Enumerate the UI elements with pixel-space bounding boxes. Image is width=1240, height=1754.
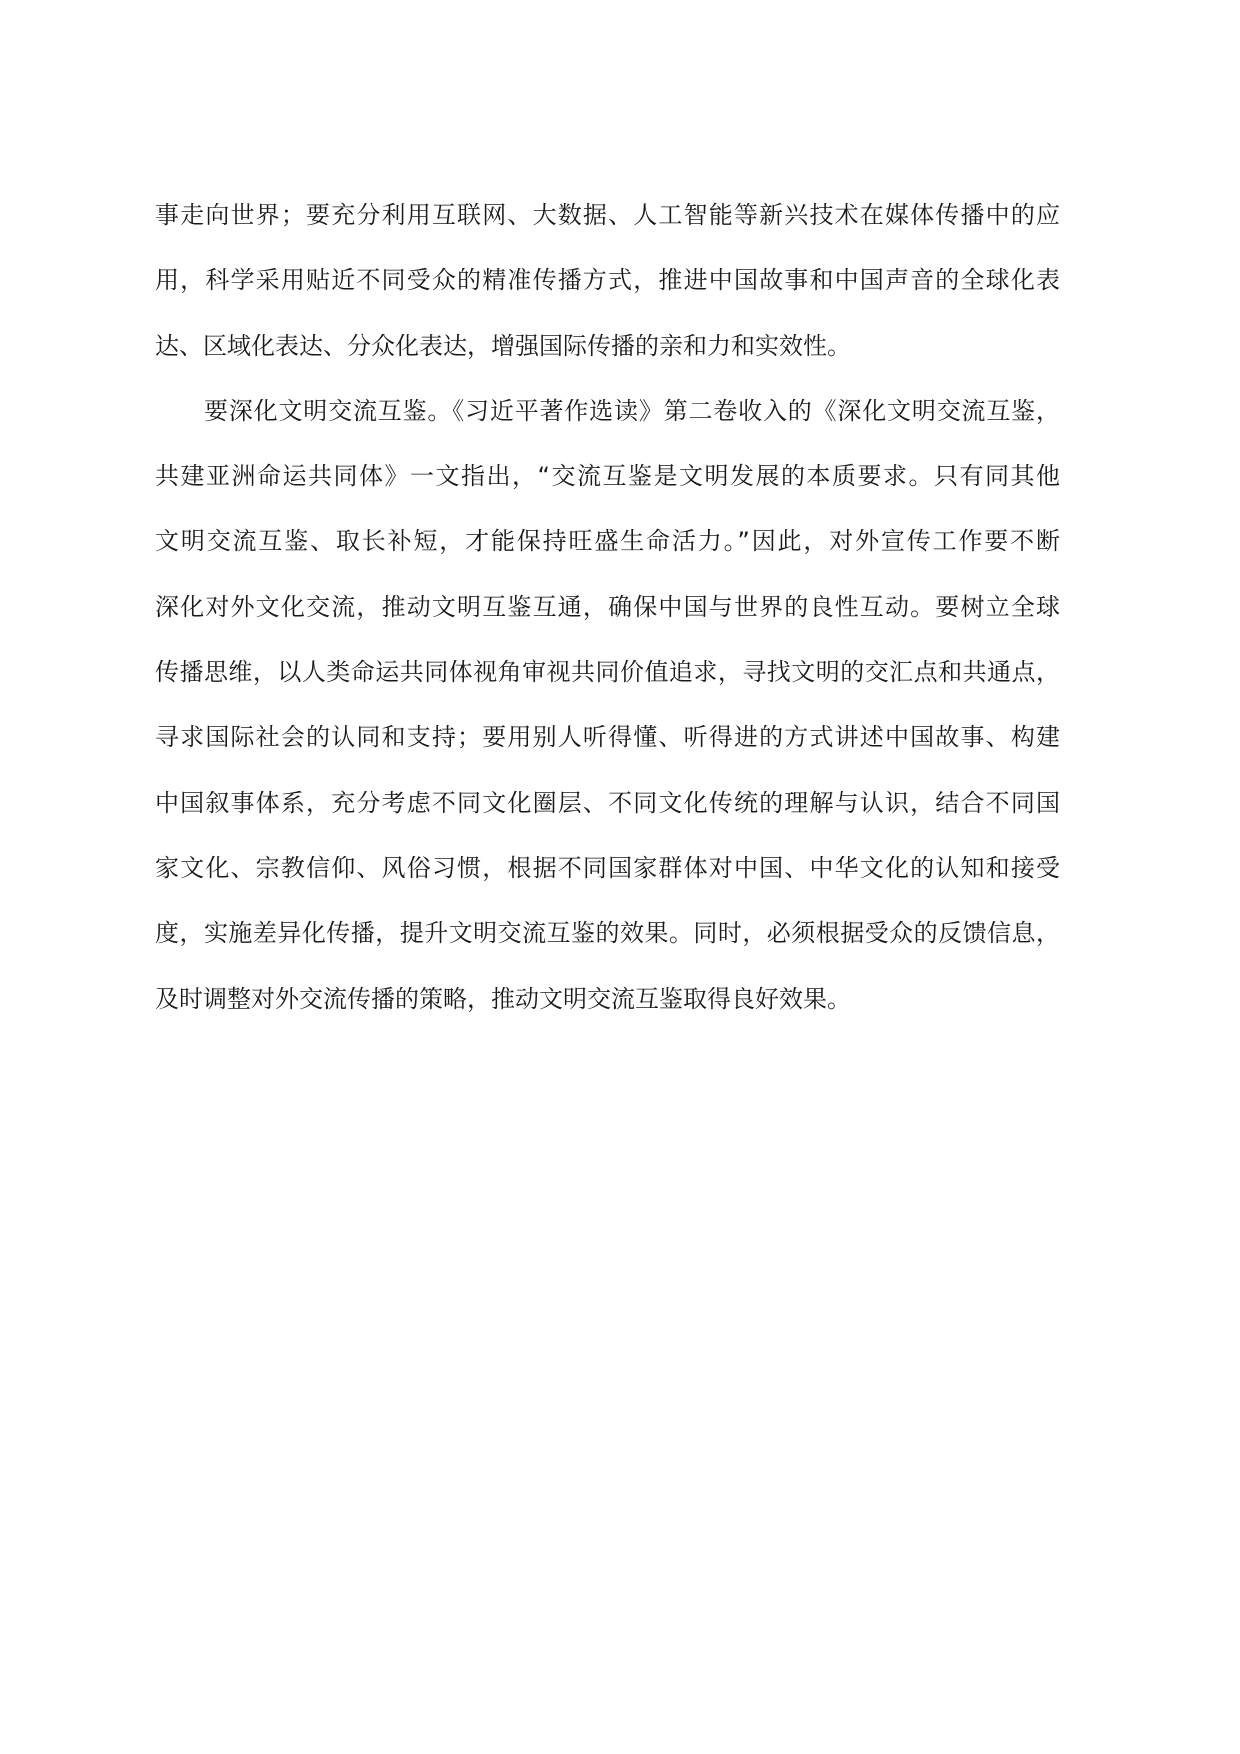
text-line: 文明交流互鉴、取长补短，才能保持旺盛生命活力。”因此，对外宣传工作要不断 — [155, 527, 1060, 556]
text-line: 深化对外文化交流，推动文明互鉴互通，确保中国与世界的良性互动。要树立全球 — [155, 592, 1060, 621]
text-line: 传播思维，以人类命运共同体视角审视共同价值追求，寻找文明的交汇点和共通点， — [155, 658, 1060, 687]
text-line: 度，实施差异化传播，提升文明交流互鉴的效果。同时，必须根据受众的反馈信息， — [155, 919, 1060, 948]
text-line: 用，科学采用贴近不同受众的精准传播方式，推进中国故事和中国声音的全球化表 — [155, 266, 1060, 295]
text-line: 及时调整对外交流传播的策略，推动文明交流互鉴取得良好效果。 — [155, 984, 851, 1013]
text-line: 事走向世界；要充分利用互联网、大数据、人工智能等新兴技术在媒体传播中的应 — [155, 201, 1060, 229]
text-line: 达、区域化表达、分众化表达，增强国际传播的亲和力和实效性。 — [155, 331, 851, 360]
document-body — [155, 183, 1060, 1032]
text-line: 家文化、宗教信仰、风俗习惯，根据不同国家群体对中国、中华文化的认知和接受 — [155, 853, 1060, 882]
text-line: 共建亚洲命运共同体》一文指出，“交流互鉴是文明发展的本质要求。只有同其他 — [155, 462, 1060, 491]
text-line: 要深化文明交流互鉴。《习近平著作选读》第二卷收入的《深化文明交流互鉴， — [204, 396, 1060, 425]
paragraph-1 — [155, 183, 1060, 379]
paragraph-2 — [155, 379, 1060, 1032]
text-line: 寻求国际社会的认同和支持；要用别人听得懂、听得进的方式讲述中国故事、构建 — [155, 723, 1060, 752]
text-line: 中国叙事体系，充分考虑不同文化圈层、不同文化传统的理解与认识，结合不同国 — [155, 788, 1060, 817]
